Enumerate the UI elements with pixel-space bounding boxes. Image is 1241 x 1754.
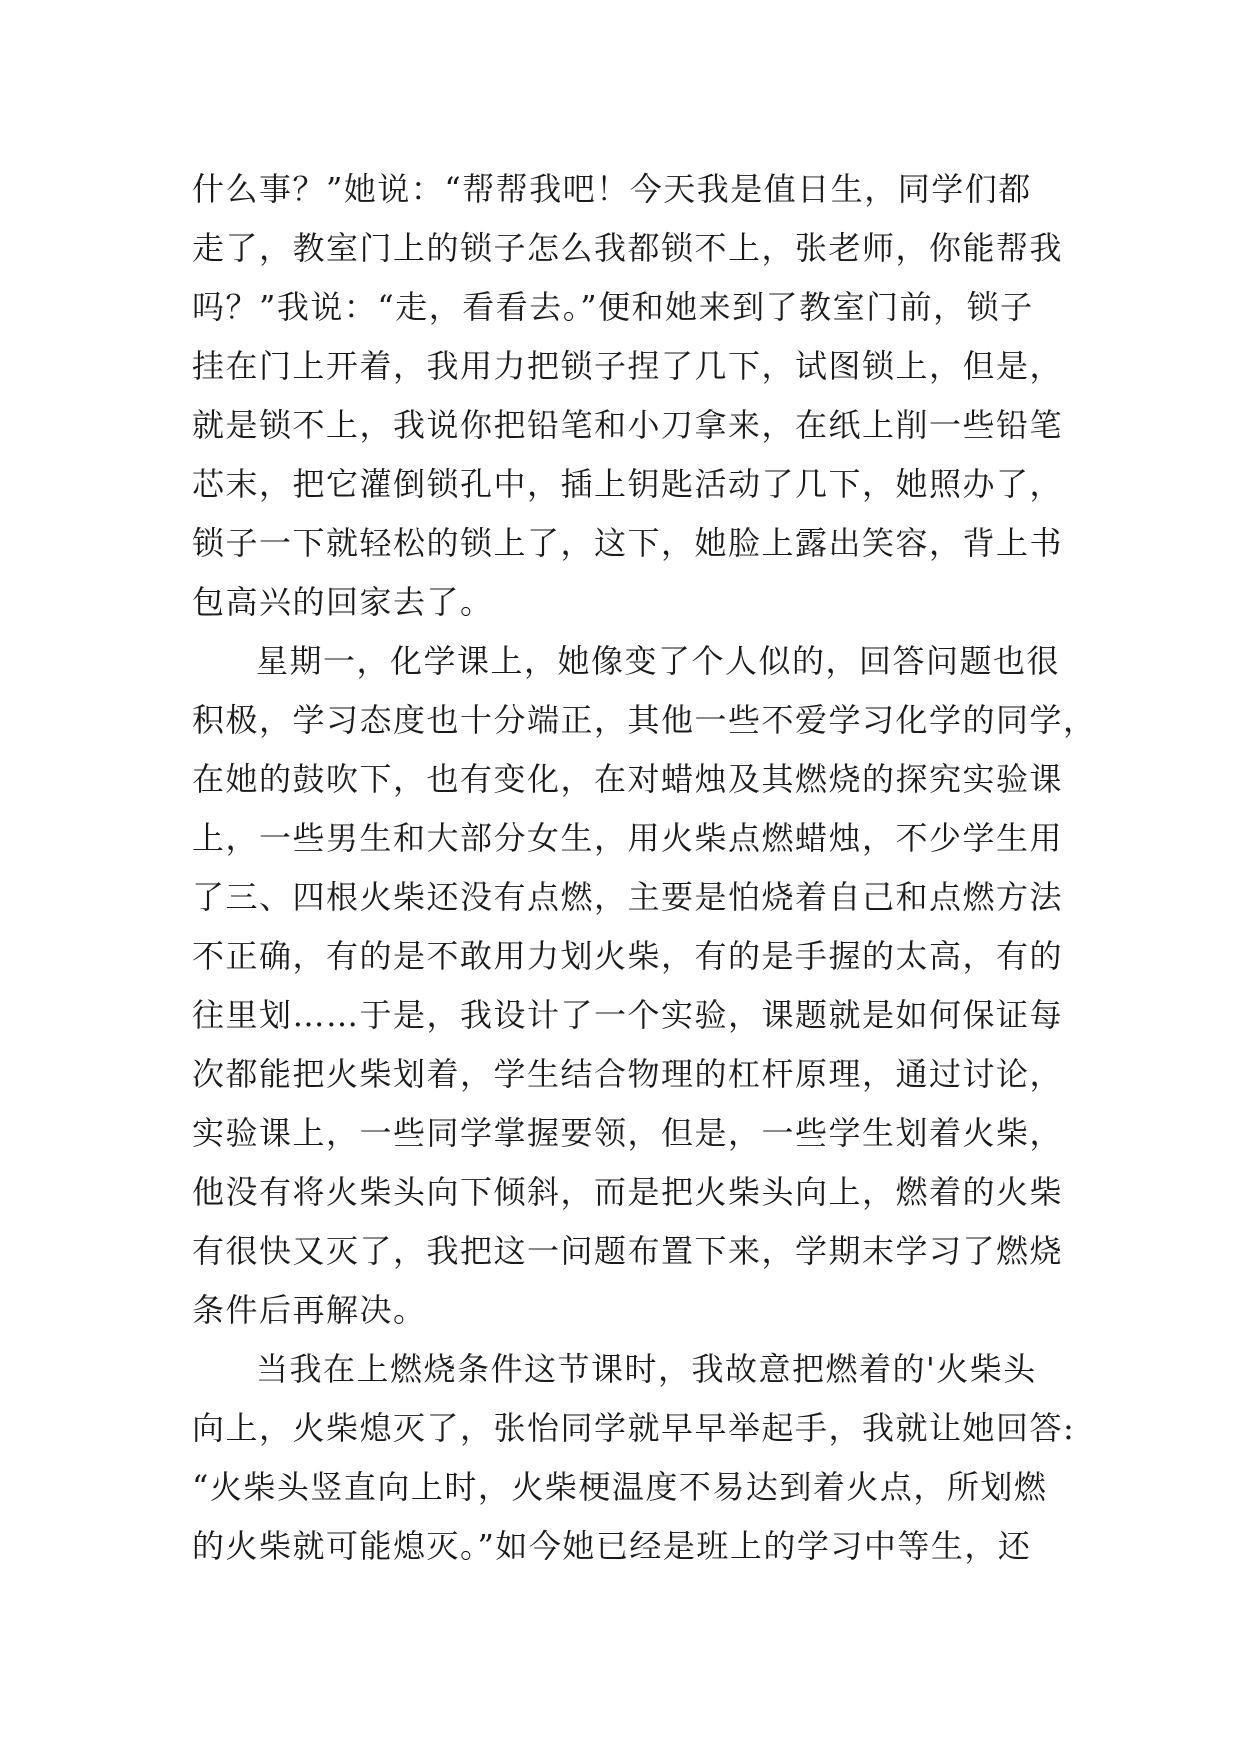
paragraph-2 [192, 632, 1097, 1340]
text-line: 星期一，化学课上，她像变了个人似的，回答问题也很 [256, 642, 1061, 680]
text-line: “火柴头竖直向上时，火柴梗温度不易达到着火点，所划燃 [192, 1468, 1048, 1506]
text-line: 芯末，把它灌倒锁孔中，插上钥匙活动了几下，她照办了， [192, 465, 1064, 503]
document-body [192, 160, 1097, 1576]
text-line: 上，一些男生和大部分女生，用火柴点燃蜡烛，不少学生用 [192, 819, 1064, 857]
text-line: 积极，学习态度也十分端正，其他一些不爱学习化学的同学， [192, 701, 1097, 739]
text-line: 就是锁不上，我说你把铅笔和小刀拿来，在纸上削一些铅笔 [192, 406, 1064, 444]
text-line: 走了，教室门上的锁子怎么我都锁不上，张老师，你能帮我 [192, 229, 1064, 267]
paragraph-3 [192, 1340, 1076, 1576]
text-line: 次都能把火柴划着，学生结合物理的杠杆原理，通过讨论， [192, 1055, 1064, 1093]
text-line: 实验课上，一些同学掌握要领，但是，一些学生划着火柴， [192, 1114, 1064, 1152]
text-line: 挂在门上开着，我用力把锁子捏了几下，试图锁上，但是， [192, 347, 1064, 385]
text-line: 的火柴就可能熄灭。”如今她已经是班上的学习中等生，还 [192, 1527, 1032, 1565]
text-line: 往里划……于是，我设计了一个实验，课题就是如何保证每 [192, 996, 1064, 1034]
text-line: 锁子一下就轻松的锁上了，这下，她脸上露出笑容，背上书 [192, 524, 1064, 562]
text-line: 包高兴的回家去了。 [192, 583, 494, 621]
text-line: 向上，火柴熄灭了，张怡同学就早早举起手，我就让她回答: [192, 1409, 1076, 1447]
text-line: 当我在上燃烧条件这节课时，我故意把燃着的'火柴头 [256, 1350, 1037, 1388]
text-line: 不正确，有的是不敢用力划火柴，有的是手握的太高，有的 [192, 937, 1064, 975]
text-line: 了三、四根火柴还没有点燃，主要是怕烧着自己和点燃方法 [192, 878, 1064, 916]
text-line: 条件后再解决。 [192, 1291, 427, 1329]
text-line: 吗？”我说：“走，看看去。”便和她来到了教室门前，锁子 [192, 288, 1034, 326]
text-line: 有很快又灭了，我把这一问题布置下来，学期末学习了燃烧 [192, 1232, 1064, 1270]
text-line: 什么事？”她说：“帮帮我吧！今天我是值日生，同学们都 [192, 170, 1032, 208]
text-line: 在她的鼓吹下，也有变化，在对蜡烛及其燃烧的探究实验课 [192, 760, 1064, 798]
paragraph-1 [192, 160, 1064, 632]
text-line: 他没有将火柴头向下倾斜，而是把火柴头向上，燃着的火柴 [192, 1173, 1064, 1211]
